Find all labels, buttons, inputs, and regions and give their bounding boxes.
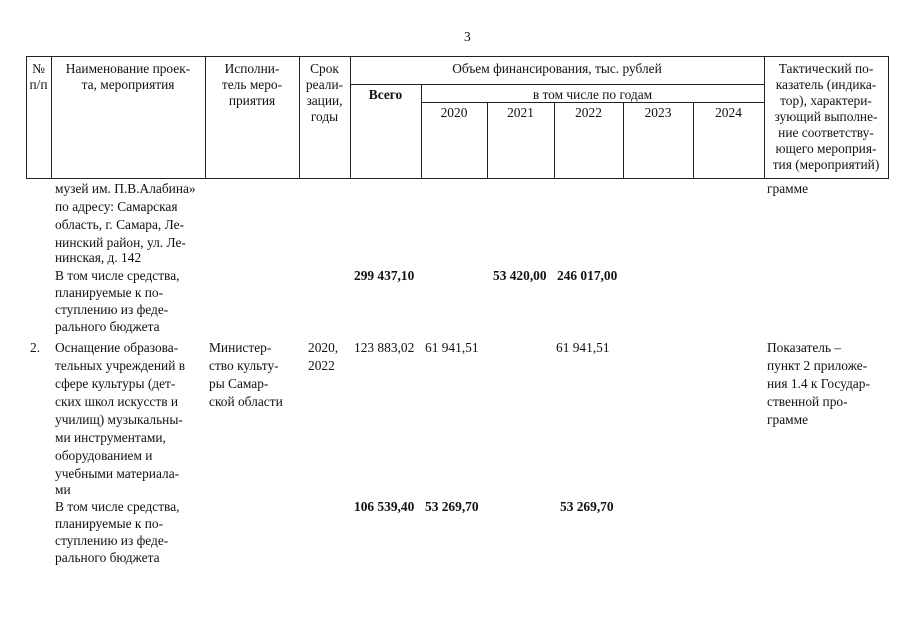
row-name-line: ских школ искусств и [55,394,179,409]
row-name-line: рального бюджета [55,550,160,565]
header-num-line-2: п/п [29,77,48,92]
row-value-2020: 61 941,51 [425,340,479,355]
header-year-2021: 2021 [507,105,534,120]
header-year-2024: 2024 [715,105,742,120]
row-total: 123 883,02 [354,340,415,355]
header-funding-title: Объем финансирования, тыс. рублей [452,61,662,76]
row-value-2021: 53 420,00 [493,268,547,283]
header-num-line-1: № [32,61,45,76]
row-name-line: нинский район, ул. Ле- [55,235,186,250]
header-executor-line-2: тель меро- [221,77,283,92]
row-indicator-line: пункт 2 приложе- [767,358,868,373]
row-indicator-line: ственной про- [767,394,848,409]
row-term-line: 2022 [308,358,335,373]
row-num: 2. [30,340,41,355]
row-name-line: по адресу: Самарская [55,199,178,214]
row-indicator-line: грамме [767,181,809,196]
header-executor-line-1: Исполни- [224,61,280,76]
row-total: 299 437,10 [354,268,415,283]
header-term-line-4: годы [310,109,339,124]
row-indicator-line: ния 1.4 к Государ- [767,376,870,391]
row-name-line: В том числе средства, [55,499,180,514]
row-executor-line: ры Самар- [209,376,269,391]
table-top-border [26,56,888,57]
row-name-line: нинская, д. 142 [55,250,142,265]
row-term-line: 2020, [308,340,339,355]
row-name-line: ступлению из феде- [55,533,169,548]
page-number: 3 [464,29,471,44]
row-name-line: Оснащение образова- [55,340,179,355]
header-total: Всего [368,87,403,102]
funding-title-divider [350,84,764,85]
header-name-line-2: та, мероприятия [81,77,175,92]
row-name-line: тельных учреждений в [55,358,186,373]
row-name-line: В том числе средства, [55,268,180,283]
row-executor-line: ской области [209,394,283,409]
row-name-line: ми инструментами, [55,430,166,445]
row-total: 106 539,40 [354,499,415,514]
header-indicator-line-4: зующий выполне- [774,109,878,124]
header-indicator-line-1: Тактический по- [778,61,874,76]
header-year-2020: 2020 [440,105,468,120]
row-value-2020: 53 269,70 [425,499,479,514]
header-name-line-1: Наименование проек- [65,61,191,76]
row-executor-line: ство культу- [209,358,279,373]
row-name-line: планируемые к по- [55,516,164,531]
header-indicator-line-6: ющего мероприя- [775,141,877,156]
col-border-right [888,56,889,179]
header-indicator-line-3: тор), характери- [780,93,872,108]
row-name-line: оборудованием и [55,448,153,463]
row-name-line: учебными материала- [55,466,180,481]
row-indicator-line: грамме [767,412,809,427]
row-name-line: музей им. П.В.Алабина» [55,181,196,196]
row-value-2022: 246 017,00 [557,268,618,283]
header-bottom-border [26,178,888,179]
header-indicator-line-7: тия (мероприятий) [772,157,880,172]
row-name-line: планируемые к по- [55,285,164,300]
header-indicator-line-2: казатель (индика- [775,77,877,92]
row-executor-line: Министер- [209,340,272,355]
header-term-line-2: реали- [305,77,344,92]
header-year-2022: 2022 [575,105,602,120]
row-indicator-line: Показатель – [767,340,842,355]
header-year-2023: 2023 [644,105,672,120]
header-term-line-3: зации, [306,93,343,108]
row-name-line: ми [55,482,71,497]
header-executor-line-3: приятия [228,93,276,108]
row-name-line: рального бюджета [55,319,160,334]
row-name-line: область, г. Самара, Ле- [55,217,185,232]
row-name-line: ступлению из феде- [55,302,169,317]
row-name-line: училищ) музыкальны- [55,412,183,427]
row-value-2022: 53 269,70 [560,499,614,514]
header-by-years: в том числе по годам [532,87,653,102]
row-value-2022: 61 941,51 [556,340,610,355]
header-indicator-line-5: ние соответству- [778,125,874,140]
header-term-line-1: Срок [310,61,339,76]
row-name-line: сфере культуры (дет- [55,376,176,391]
